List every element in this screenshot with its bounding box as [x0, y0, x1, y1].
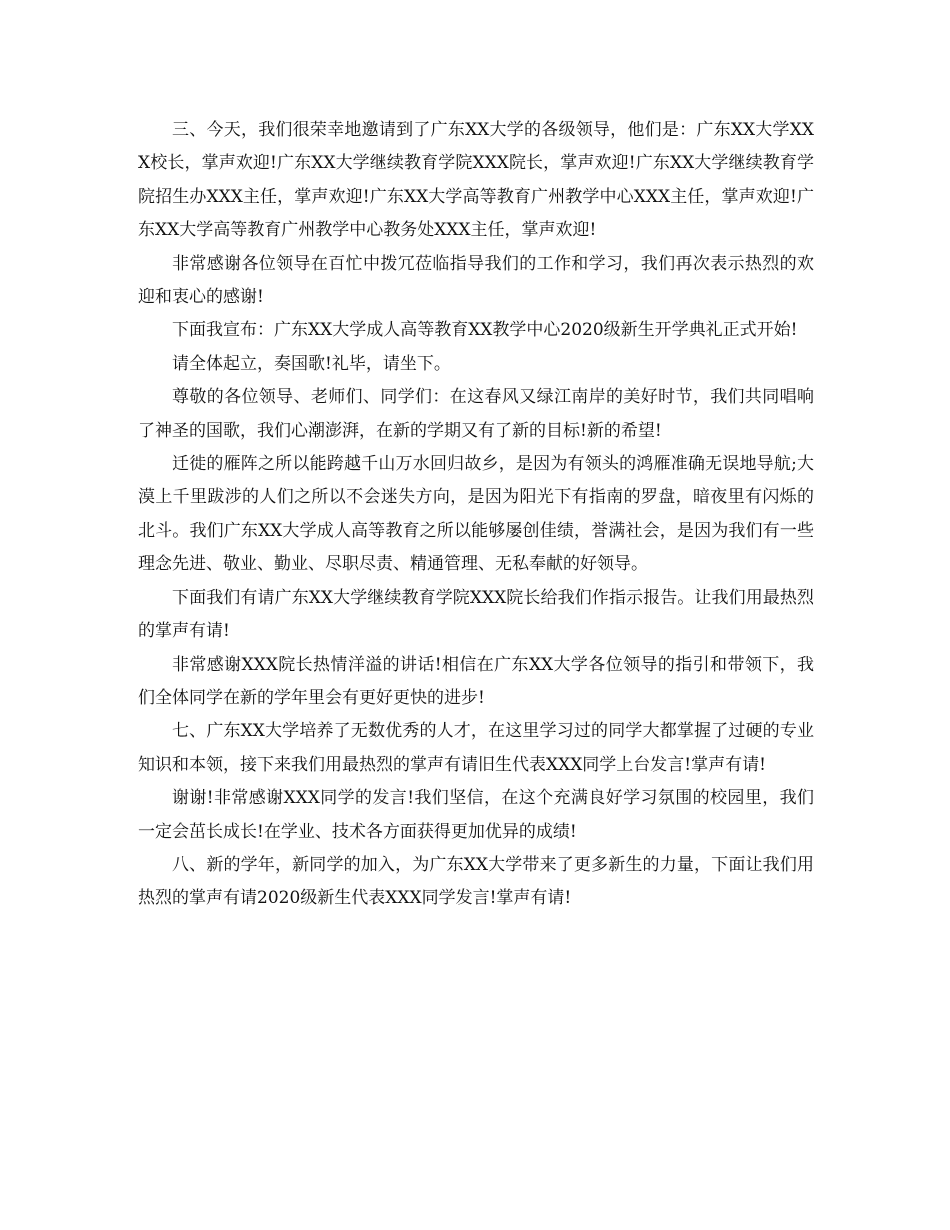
paragraph-leadership-praise: 迁徙的雁阵之所以能跨越千山万水回归故乡，是因为有领头的鸿雁准确无误地导航;大漠上千里跋涉的人们之所以不会迷失方向，是因为阳光下有指南的罗盘，暗夜里有闪烁的北斗。我们广东XX大学成人高等教育之所以能够屡创佳绩，誉满社会，是因为我们有一些理念先进、敬业、勤业、尽职尽责、精通管理、无私奉献的好领导。 — [138, 454, 814, 575]
document-body — [138, 114, 814, 916]
paragraph-dean-thanks: 非常感谢XXX院长热情洋溢的讲话!相信在广东XX大学各位领导的指引和带领下，我们全体同学在新的学年里会有更好更快的进步! — [138, 654, 814, 708]
paragraph-old-student-invite: 七、广东XX大学培养了无数优秀的人才，在这里学习过的同学大都掌握了过硬的专业知识和本领，接下来我们用最热烈的掌声有请旧生代表XXX同学上台发言!掌声有请! — [138, 721, 814, 775]
paragraph-thanks-leaders: 非常感谢各位领导在百忙中拨冗莅临指导我们的工作和学习，我们再次表示热烈的欢迎和衷心的感谢! — [138, 253, 814, 308]
paragraph-old-student-thanks: 谢谢!非常感谢XXX同学的发言!我们坚信，在这个充满良好学习氛围的校园里，我们一定会茁长成长!在学业、技术各方面获得更加优异的成绩! — [138, 788, 814, 842]
paragraph-dean-report-invite: 下面我们有请广东XX大学继续教育学院XXX院长给我们作指示报告。让我们用最热烈的掌声有请! — [138, 587, 814, 642]
paragraph-national-anthem: 请全体起立，奏国歌!礼毕，请坐下。 — [172, 353, 451, 374]
paragraph-greeting: 尊敬的各位领导、老师们、同学们：在这春风又绿江南岸的美好时节，我们共同唱响了神圣的国歌，我们心潮澎湃，在新的学期又有了新的目标!新的希望! — [138, 387, 814, 441]
paragraph-invited-leaders: 三、今天，我们很荣幸地邀请到了广东XX大学的各级领导，他们是：广东XX大学XXX校长，掌声欢迎!广东XX大学继续教育学院XXX院长，掌声欢迎!广东XX大学继续教育学院招生办XXX主任，掌声欢迎!广东XX大学高等教育广州教学中心XXX主任，掌声欢迎!广东XX大学高等教育广州教学中心教务处XXX主任，掌声欢迎! — [138, 120, 814, 241]
paragraph-new-student-invite: 八、新的学年，新同学的加入，为广东XX大学带来了更多新生的力量，下面让我们用热烈的掌声有请2020级新生代表XXX同学发言!掌声有请! — [138, 854, 814, 909]
paragraph-ceremony-start: 下面我宣布：广东XX大学成人高等教育XX教学中心2020级新生开学典礼正式开始! — [172, 320, 798, 341]
